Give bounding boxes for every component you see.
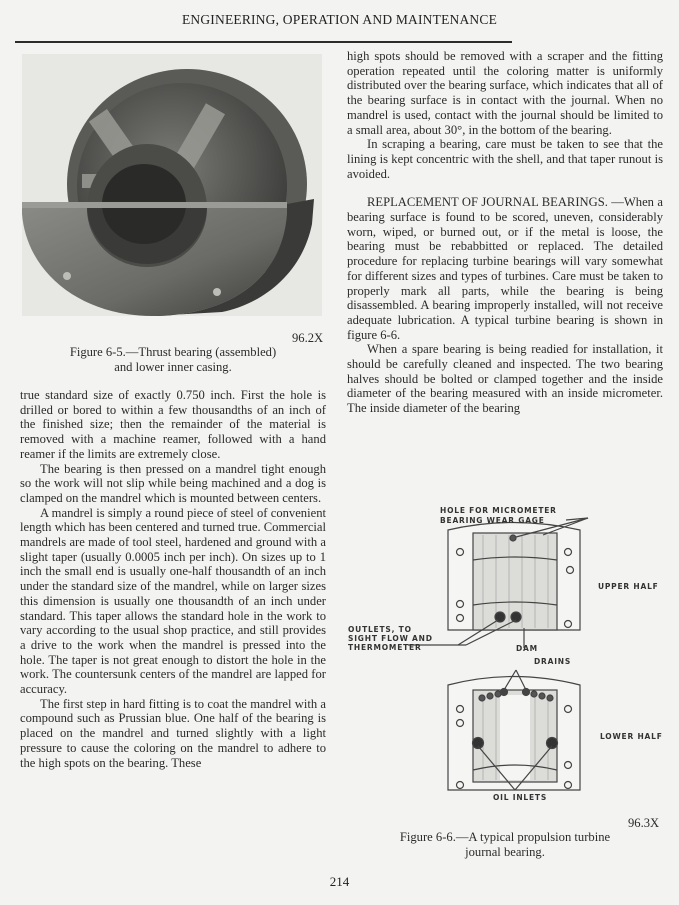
figure-6-6-caption bbox=[347, 830, 663, 860]
paragraph: The bearing is then pressed on a mandrel tight enough so the work will not slip while being machined and a dog is clamped on the mandrel which is mounted between centers. bbox=[20, 461, 326, 505]
figure-6-5-caption bbox=[20, 345, 326, 375]
section-paragraph: REPLACEMENT OF JOURNAL BEARINGS. —When a bearing surface is found to be scored, uneven, considerably worn, wiped, or burned out, or if the metal is loose, the bearing must be rebabbitted or replaced. The detailed procedure for replacing turbine bearings will vary somewhat for different sizes and types of turbines. Care must be taken to properly mark all parts, while the bearing is being disassembled. A bearing improperly installed, will not receive adequate lubrication. A typical turbine bearing is shown in figure 6-6. bbox=[347, 195, 663, 342]
thrust-bearing-illustration bbox=[22, 54, 322, 316]
label-line: BEARING WEAR GAGE bbox=[440, 516, 545, 525]
thrust-bearing-photo bbox=[22, 54, 322, 316]
label-dam: DAM bbox=[516, 644, 538, 653]
caption-line: Figure 6-5.—Thrust bearing (assembled) bbox=[69, 345, 277, 359]
label-lower-half: LOWER HALF bbox=[600, 732, 663, 741]
header-rule bbox=[15, 41, 512, 43]
running-header: ENGINEERING, OPERATION AND MAINTENANCE bbox=[181, 12, 498, 27]
section-gap bbox=[347, 181, 663, 195]
paragraph: The first step in hard fitting is to coat the mandrel with a compound such as Prussian blue. One half of the bearing is placed on the mandrel and turned slightly with a light pressure to cause the coloring on the mandrel to adhere to the high spots on the bearing. These bbox=[20, 696, 326, 770]
caption-line: Figure 6-6.—A typical propulsion turbine bbox=[399, 830, 611, 844]
label-upper-half: UPPER HALF bbox=[598, 582, 659, 591]
label-drains: DRAINS bbox=[534, 657, 572, 666]
caption-line: journal bearing. bbox=[465, 845, 545, 859]
label-line: SIGHT FLOW AND bbox=[348, 634, 433, 643]
caption-line: and lower inner casing. bbox=[114, 360, 232, 374]
paragraph: In scraping a bearing, care must be taken to see that the lining is kept concentric with the shell, and that taper runout is avoided. bbox=[347, 137, 663, 181]
right-column-text bbox=[347, 49, 663, 416]
journal-bearing-diagram bbox=[348, 500, 666, 800]
paragraph: A mandrel is simply a round piece of steel of convenient length which has been centered and turned true. Commercial mandrels are made of tool steel, hardened and ground with a slight taper (usually 0.0005 inch per inch). On sizes up to 1 inch the small end is usually one-half thousandth of an inch under the standard size of the mandrel, while on larger sizes this dimension is usually one thousandth of an inch under standard. This taper allows the standard hole in the work to vary according to the usual shop practice, and still provides a drive to the work when the mandrel is pressed into the hole. The taper is not great enough to distort the hole in the work. The countersunk centers of the mandrel are lapped for accuracy. bbox=[20, 505, 326, 697]
label-oil-inlets: OIL INLETS bbox=[493, 793, 548, 802]
label-line: HOLE FOR MICROMETER bbox=[440, 506, 557, 515]
paragraph: true standard size of exactly 0.750 inch. First the hole is drilled or bored to within a few thousandths of an inch of the finished size; then the remainder of the material is removed with a machine reamer, followed with a hand reamer if the limits are extremely close. bbox=[20, 388, 326, 461]
page-number: 214 bbox=[329, 874, 350, 889]
figure-6-6-id: 96.3X bbox=[628, 816, 660, 830]
label-outlets bbox=[348, 625, 433, 652]
paragraph: high spots should be removed with a scraper and the fitting operation repeated until the coloring matter is uniformly distributed over the bearing surface, which indicates that all of the bearing surface is in contact with the journal. When no mandrel is used, contact with the journal should be limited to a small area, about 30°, in the bottom of the bearing. bbox=[347, 49, 663, 137]
label-line: THERMOMETER bbox=[348, 643, 422, 652]
label-line: OUTLETS, TO bbox=[348, 625, 412, 634]
left-column-text bbox=[20, 388, 326, 770]
figure-6-5-id: 96.2X bbox=[292, 331, 324, 345]
paragraph: When a spare bearing is being readied for installation, it should be carefully cleaned and inspected. The two bearing halves should be bolted or clamped together and the inside diameter of the bearing measured with an inside micrometer. The inside diameter of the bearing bbox=[347, 342, 663, 416]
label-hole-for-micrometer bbox=[440, 506, 557, 526]
